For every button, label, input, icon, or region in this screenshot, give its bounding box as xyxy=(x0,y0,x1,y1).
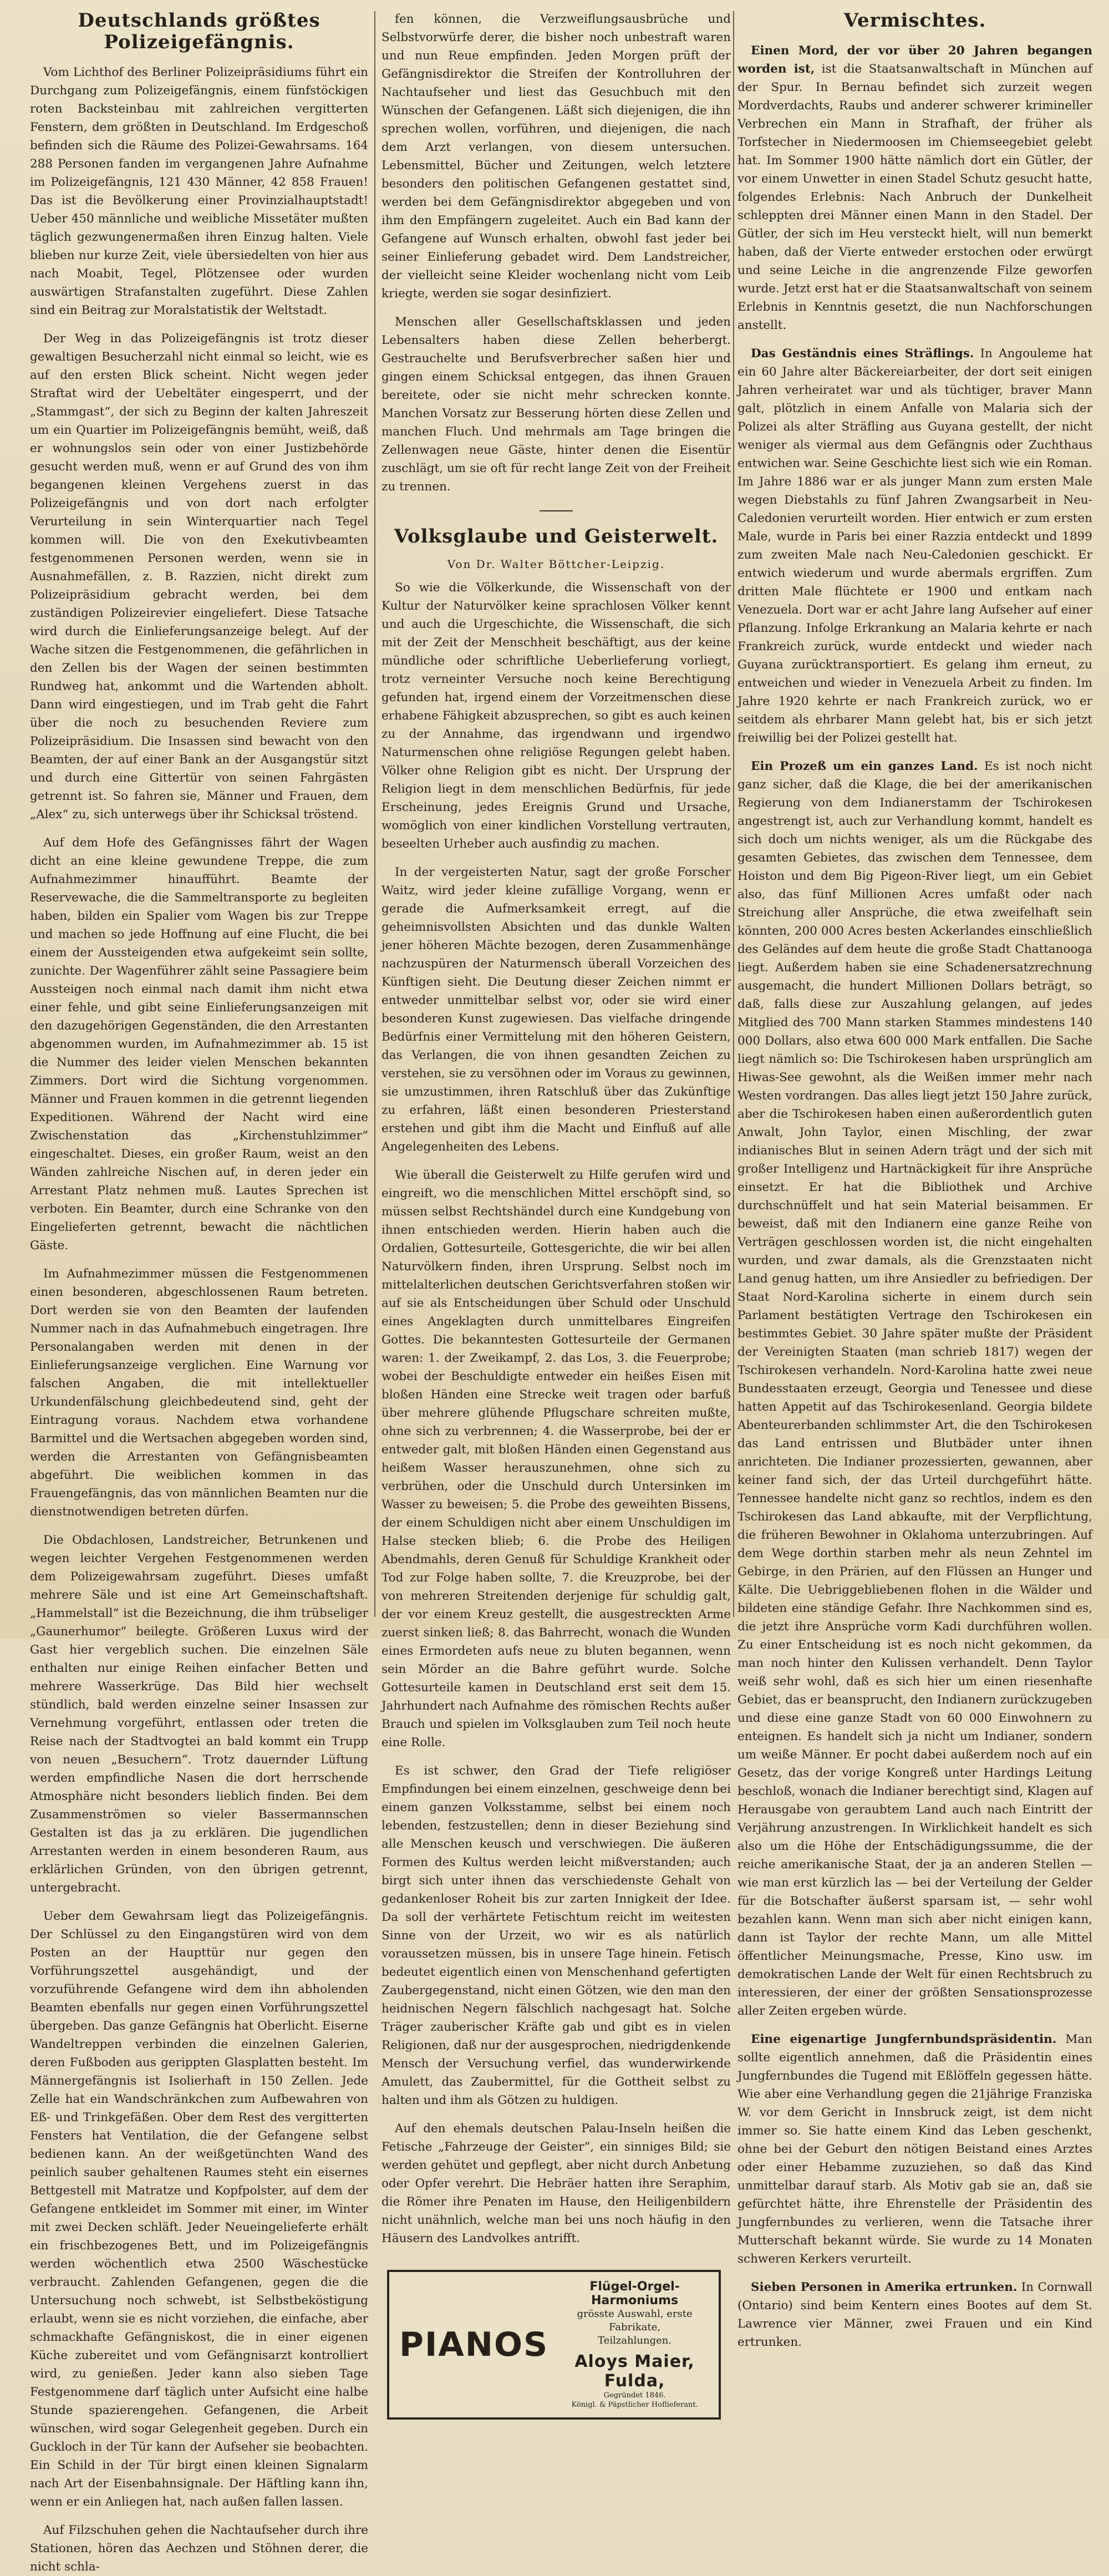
article-separator xyxy=(540,510,573,511)
column-middle xyxy=(381,10,731,2410)
article-paragraph: Im Aufnahmezimmer müssen die Festgenommenen einen besonderen, abgeschlossenen Raum betreten. Dort werden sie von den Beamten der laufenden Nummer nach in das Aufnahmebuch eingetragen. Ihre Personalangaben werden mit denen in der Einlieferungsanzeige verglichen. Eine Warnung vor falschen Angaben, die mit intellektueller Urkundenfälschung gleichbedeutend sind, geht der Eintragung voraus. Nachdem etwa vorhandene Barmittel und die Wertsachen abgegeben worden sind, werden die Arrestanten von Gefängnisbeamten abgeführt. Die weiblichen kommen in das Frauengefängnis, das von männlichen Beamten nur die dienstnotwendigen betreten dürfen. xyxy=(30,1267,368,1519)
article-paragraph: Menschen aller Gesellschaftsklassen und jeden Lebensalters haben diese Zellen beherbergt. Gestrauchelte und Berufsverbrecher saßen hier und gingen einem Schicksal entgegen, das ihnen Grauen bereitete, oder sie nicht mehr schrecken konnte. Manchen Vorsatz zur Besserung hörten diese Zellen und manchen Fluch. Und mehrmals am Tage bringen die Zellenwagen neue Gäste, hinter denen die Eisentür zuschlägt, um sie oft für recht lange Zeit von der Freiheit zu trennen. xyxy=(381,315,731,494)
news-item xyxy=(737,757,1092,2020)
section-headline: Vermischtes. xyxy=(843,9,986,32)
column-left xyxy=(30,9,368,2574)
article-paragraph: Die Obdachlosen, Landstreicher, Betrunkenen und wegen leichter Vergehen Festgenommenen werden dem Polizeigewahrsam zugeführt. Dieses umfaßt mehrere Säle und ist eine Art Gemeinschaftshaft. „Hammelstall“ ist die Bezeichnung, die ihm trübseliger „Gaunerhumor“ beilegte. Größeren Luxus wird der Gast hier vergeblich suchen. Die einzelnen Säle enthalten nur einige Reihen einfacher Betten und mehrere Wasserkrüge. Das Bild hier wechselt stündlich, bald werden einzelne seiner Insassen zur Vernehmung vorgeführt, entlassen oder treten die Reise nach der Stadtvogtei an bald kommt ein Trupp von neuen „Besuchern“. Trotz dauernder Lüftung werden empfindliche Nasen die dort herrschende Atmosphäre nicht besonders lieblich finden. Bei dem Zusammenströmen so vieler Bassermannschen Gestalten ist das ja zu erklären. Die jugendlichen Arrestanten werden in einem besonderen Raum, aus erklärlichen Gründen, von den übrigen getrennt, untergebracht. xyxy=(30,1533,368,1895)
article-paragraph: Auf Filzschuhen gehen die Nachtaufseher durch ihre Stationen, hören das Aechzen und Stöhnen derer, die nicht schla- xyxy=(30,2523,368,2574)
news-item xyxy=(737,344,1092,747)
article-paragraph: fen können, die Verzweiflungsausbrüche und Selbstvorwürfe derer, die bisher noch unbestraft waren und nun Reue empfinden. Jeden Morgen prüft der Gefängnisdirektor die Streifen der Kontrolluhren der Nachtaufseher und liest das Gesuchbuch mit den Wünschen der Gefangenen. Läßt sich diejenigen, die ihn sprechen wollen, vorführen, und diejenigen, die nach dem Arzt verlangen, von diesem untersuchen. Lebensmittel, Bücher und Zeitungen, welch letztere besonders den politischen Gefangenen gestattet sind, werden bei dem Gefängnisdirektor abgegeben und von ihm den Empfängern zugeleitet. Auch ein Bad kann der Gefangene auf Wunsch erhalten, obwohl fast jeder bei seiner Einlieferung gebadet wird. Dem Landstreicher, der vielleicht seine Kleider wochenlang nicht vom Leib kriegte, werden sie sogar desinfiziert. xyxy=(381,12,731,301)
news-item-lead: Sieben Personen in Amerika ertrunken. xyxy=(751,2280,1018,2295)
news-item-text: In Cornwall (Ontario) sind beim Kentern eines Bootes auf dem St. Lawrence vier Männer, zwei Frauen und ein Kind ertrunken. xyxy=(737,2280,1092,2350)
ad-body xyxy=(561,2280,709,2410)
article-byline: Von Dr. Walter Böttcher-Leipzig. xyxy=(447,557,665,571)
news-item-text: Man sollte eigentlich annehmen, daß die Präsidentin eines Jungfernbundes die Tugend mit Eßlöffeln gegessen hätte. Wie aber eine Verhandlung gegen die 21jährige Franziska W. vor dem Gericht in Innsbruck zeigt, ist dem nicht immer so. Sie hatte einem Kind das Leben geschenkt, ohne bei der Geburt den nötigen Beistand eines Arztes oder einer Hebamme zuzuziehen, so daß das Kind unmittelbar darauf starb. Als Motiv gab sie an, daß sie gefürchtet hätte, ihre Ehrenstelle der Präsidentin des Jungfernbundes zu verlieren, wenn die Tatsache ihrer Mutterschaft bekannt würde. Sie wurde zu 14 Monaten schweren Kerkers verurteilt. xyxy=(737,2032,1092,2266)
ad-line: grösste Auswahl, erste Fabrikate, xyxy=(577,2308,693,2334)
news-item-text: ist die Staatsanwaltschaft in München auf der Spur. In Bernau befindet sich zurzeit wegen Mordverdachts, Raubs und anderer schwerer krimineller Verbrechen ein Mann in Strafhaft, der früher als Torfstecher in Niedermoosen im Chiemseegebiet gelebt hat. Im Sommer 1900 hätte nämlich dort ein Gütler, der vor einem Unwetter in einen Stadel Schutz gesucht hatte, folgendes Erlebnis: Nach Anbruch der Dunkelheit schleppten drei Männer einen Mann in den Stadel. Der Gütler, der sich im Heu versteckt hielt, will nun bemerkt haben, daß der Vierte entweder erstochen oder erwürgt und seine Leiche in die angrenzende Filze geworfen wurde. Jetzt erst hat er die Staatsanwaltschaft von seinem Erlebnis in Kenntnis gesetzt, die nun Nachforschungen anstellt. xyxy=(737,62,1092,333)
ad-company: Aloys Maier, Fulda, xyxy=(574,2352,695,2391)
article-paragraph: Ueber dem Gewahrsam liegt das Polizeigefängnis. Der Schlüssel zu den Eingangstüren wird von dem Posten an der Haupttür nur gegen den Vorführungszettel ausgehändigt, und der vorzuführende Gefangene wird dem ihn abholenden Beamten ebenfalls nur gegen einen Vorführungszettel übergeben. Das ganze Gefängnis hat Oberlicht. Eiserne Wandeltreppen verbinden die einzelnen Galerien, deren Fußboden aus gerippten Glasplatten besteht. Im Männergefängnis ist Isolierhaft in 150 Zellen. Jede Zelle hat ein Wandschränkchen zum Aufbewahren von Eß- und Trinkgefäßen. Ober dem Rest des vergitterten Fensters hat Ventilation, die der Gefangene selbst bedienen kann. An der weißgetünchten Wand des peinlich sauber gehaltenen Raumes steht ein eisernes Bettgestell mit Matratze und Kopfpolster, auf dem der Gefangene entkleidet im Sommer mit einer, im Winter mit zwei Decken schläft. Jeder Neueingelieferte erhält ein frischbezogenes Bett, und im Polizeigefängnis werden wöchentlich etwa 2500 Wäschestücke verbraucht. Zahlenden Gefangenen, gegen die die Untersuchung noch schwebt, ist Selbstbeköstigung erlaubt, wenn sie es nicht vorziehen, die einfache, aber schmackhafte Gefängniskost, die in einer eigenen Küche zubereitet und vom Gefängnisarzt kontrolliert wird, zu genießen. Jeder kann also sieben Tage Festgenommene darf täglich unter Aufsicht eine halbe Stunde spazierengehen. Gefangenen, die Arbeit wünschen, wird sogar Gelegenheit gegeben. Durch ein Guckloch in der Tür kann der Aufseher sie beobachten. Ein Schild in der Tür birgt einen kleinen Signalarm nach Art der Eisenbahnsignale. Der Häftling kann ihn, wenn er ein Anliegen hat, nach außen fallen lassen. xyxy=(30,1909,368,2509)
news-item-lead: Ein Prozeß um ein ganzes Land. xyxy=(751,759,978,774)
news-item-text: Es ist noch nicht ganz sicher, daß die Klage, die bei der amerikanischen Regierung von dem Indianerstamm der Tschirokesen angestrengt ist, auch zur Verhandlung kommt, handelt es sich doch um nichts weniger, als um die Rückgabe des gesamten Gebietes, das zwischen dem Tennessee, dem Hoiston und dem Big Pigeon-River liegt, um ein Gebiet also, das fünf Millionen Acres umfaßt oder nach Streichung aller Ansprüche, die etwa zweifelhaft sein könnten, 200 000 Acres besten Ackerlandes einschließlich des Geländes auf dem heute die große Stadt Chattanooga liegt. Außerdem haben sie eine Schadenersatzrechnung ausgemacht, die hundert Millionen Dollars beträgt, so daß, falls diese zur Auszahlung gelangen, auf jedes Mitglied des 700 Mann starken Stammes mindestens 140 000 Dollars, also etwa 600 000 Mark entfallen. Die Sache liegt nämlich so: Die Tschirokesen haben ursprünglich am Hiwas-See gewohnt, als die Weißen immer mehr nach Westen vordrangen. Das alles liegt jetzt 150 Jahre zurück, aber die Tschirokesen haben einen außerordentlich guten Anwalt, John Taylor, einen Mischling, der zwar indianisches Blut in seinen Adern trägt und der sich mit großer Intelligenz und Hartnäckigkeit für ihre Ansprüche einsetzt. Er hat die Bibliothek und Archive durchschnüffelt und hat sein Material beisammen. Er beweist, daß mit den Indianern eine ganze Reihe von Verträgen geschlossen worden ist, die nicht eingehalten wurden, und zwar damals, als die Grenzstaaten nicht Land genug hatten, um ihre Ansiedler zu befriedigen. Der Staat Nord-Karolina sicherte in einem durch sein Parlament bestätigten Vertrage den Tschirokesen ein bestimmtes Gebiet. 30 Jahre später mußte der Präsident der Vereinigten Staaten (man schrieb 1817) wegen der Tschirokesen verhandeln. Nord-Karolina hatte zwei neue Bundesstaaten erzeugt, Georgia und Tenessee und diese hatten Appetit auf das Tschirokesenland. Georgia bildete Abenteurerbanden schlimmster Art, die den Tschirokesen das Land entrissen und Blutbäder unter ihnen anrichteten. Die Indianer prozessierten, gewannen, aber keiner fand sich, der das Urteil durchgeführt hätte. Tennessee handelte nicht ganz so rechtlos, indem es den Tschirokesen das Land abkaufte, mit der Verpflichtung, die früheren Bewohner in Oklahoma unterzubringen. Auf dem Wege dorthin starben mehr als neun Zehntel im Gebirge, in den Prärien, auf den Flüssen an Hunger und Kälte. Die Uebriggebliebenen flohen in die Wälder und bildeten eine ständige Gefahr. Ihre Nachkommen sind es, die jetzt ihre Ansprüche vorm Kadi durchführen wollen. Zu einer Entscheidung ist es noch nicht gekommen, da man noch hinter den Kulissen verhandelt. Denn Taylor weiß sehr wohl, daß es sich hier um einen riesenhafte Gebiet, das er beansprucht, den Indianern zurückzugeben und diese eine ganze Stadt von 60 000 Einwohnern zu enteignen. Es handelt sich ja nicht um Indianer, sondern um weiße Männer. Er pocht dabei außerdem noch auf ein Gesetz, das der vorige Kongreß unter Hardings Leitung beschloß, wonach die Indianer berechtigt sind, Klagen auf Herausgabe von geraubtem Land auch nach Eintritt der Verjährung anzustrengen. In Wirklichkeit handelt es sich also um die Höhe der Entschädigungssumme, die der reiche amerikanische Staat, der ja an anderen Stellen — wie man erst kürzlich las — bei der Verteilung der Gelder für die Botschafter äußerst sparsam ist, — sehr wohl bezahlen kann. Wenn man sich aber nicht einigen kann, dann ist Taylor der rechte Mann, um alle Mittel öffentlicher Meinungsmache, Presse, Kino usw. im demokratischen Lande der Welt für einen Rechtsbruch zu interessieren, der einer der größten Sensationsprozesse aller Zeiten ergeben würde. xyxy=(737,759,1092,2019)
ad-headline: Flügel-Orgel-Harmoniums xyxy=(589,2280,680,2308)
column-rule xyxy=(733,11,734,1617)
article-paragraph: Auf dem Hofe des Gefängnisses fährt der Wagen dicht an eine kleine gewundene Treppe, die zum Aufnahmezimmer hinaufführt. Beamte der Reservewache, die die Sammeltransporte zu begleiten haben, bilden ein Spalier vom Wagen bis zur Treppe und machen so jede Hoffnung auf eine Flucht, die bei einem der Aussteigenden etwa aufgekeimt sein sollte, zunichte. Der Wagenführer zählt seine Passagiere beim Aussteigen noch einmal nach damit ihm nicht etwa einer fehle, und gibt seine Einlieferungsanzeigen mit den dazugehörigen Gegenständen, die den Arrestanten abgenommen wurden, im Aufnahmezimmer ab. 15 ist die Nummer des leider vielen Menschen bekannten Zimmers. Dort wird die Sichtung vorgenommen. Männer und Frauen kommen in die getrennt liegenden Expeditionen. Während der Nacht wird eine Zwischenstation das „Kirchenstuhlzimmer“ eingeschaltet. Dieses, ein großer Raum, weist an den Wänden zahlreiche Nischen auf, in deren jeder ein Arrestant Platz nehmen muß. Lautes Sprechen ist verboten. Ein Beamter, durch eine Schranke von den Eingelieferten getrennt, bewacht die nächtlichen Gäste. xyxy=(30,836,368,1253)
article-headline: Volksglaube und Geisterwelt. xyxy=(394,525,719,547)
news-item xyxy=(737,42,1092,334)
column-right xyxy=(737,9,1092,2350)
article-paragraph: So wie die Völkerkunde, die Wissenschaft von der Kultur der Naturvölker keine sprachlosen Völker kennt und auch die Urgeschichte, die Wissenschaft, die sich mit der Zeit der Menschheit beschäftigt, aus der keine mündliche oder schriftliche Ueberlieferung vorliegt, trotz verneinter Versuche noch keine Berechtigung gefunden hat, irgend einem der Vorzeitmenschen diese erhabene Fähigkeit abzusprechen, so gibt es auch keinen zu der Annahme, das irgendwann und irgendwo Naturmenschen ohne religiöse Regungen gelebt haben. Völker ohne Religion gibt es nicht. Der Ursprung der Religion liegt in dem menschlichen Bedürfnis, für jede Erscheinung, jedes Ereignis Grund und Ursache, womöglich von einer kindlichen Vorstellung vertrauten, beseelten Urheber auch ausfindig zu machen. xyxy=(381,581,731,851)
article-paragraph: In der vergeisterten Natur, sagt der große Forscher Waitz, wird jeder kleine zufällige Vorgang, wenn er gerade die Aufmerksamkeit erregt, auf die geheimnisvollsten Absichten und das dunkle Walten jener höheren Mächte bezogen, deren Zusammenhänge nachzuspüren der Naturmensch überall Vorzeichen des Künftigen sieht. Die Deutung dieser Zeichen nimmt er entweder unmittelbar selbst vor, oder sie wird einer besonderen Kunst zugewiesen. Das vielfache dringende Bedürfnis einer Vermittelung mit den höheren Geistern, das Verlangen, die von ihnen gesandten Zeichen zu verstehen, sie zu versöhnen oder im Voraus zu gewinnen, sie umzustimmen, ihren Ratschluß über das Zukünftige zu erfahren, läßt einen besonderen Priesterstand erstehen und gibt ihm die Macht und Einfluß auf alle Angelegenheiten des Lebens. xyxy=(381,865,731,1154)
news-item-lead: Das Geständnis eines Sträflings. xyxy=(751,347,974,361)
news-item xyxy=(737,2278,1092,2351)
ad-founded: Gegründet 1846. xyxy=(603,2391,666,2400)
ad-court-supplier: Königl. & Päpstlicher Hoflieferant. xyxy=(571,2401,698,2410)
piano-advertisement xyxy=(387,2270,721,2420)
ad-brand: PIANOS xyxy=(399,2325,549,2365)
article-headline: Deutschlands größtes Polizeigefängnis. xyxy=(78,9,321,54)
ad-line: Teilzahlungen. xyxy=(598,2335,672,2347)
article-paragraph: Vom Lichthof des Berliner Polizeipräsidiums führt ein Durchgang zum Polizeigefängnis, einem fünfstöckigen roten Backsteinbau mit zahlreichen vergitterten Fenstern, dem größten in Deutschland. Im Erdgeschoß befinden sich die Räume des Polizei-Gewahrsams. 164 288 Personen fanden im vergangenen Jahre Aufnahme im Polizeigefängnis, 121 430 Männer, 42 858 Frauen! Das ist die Bevölkerung einer Provinzialhauptstadt! Ueber 450 männliche und weibliche Missetäter mußten täglich gezwungenermaßen ihren Einzug halten. Viele blieben nur kurze Zeit, viele übersiedelten von hier aus nach Moabit, Tegel, Plötzensee oder wurden auswärtigen Strafanstalten zugeführt. Diese Zahlen sind ein Beitrag zur Moralstatistik der Weltstadt. xyxy=(30,65,368,318)
article-paragraph: Auf den ehemals deutschen Palau-Inseln heißen die Fetische „Fahrzeuge der Geister“, ein sinniges Bild; sie werden gehütet und gepflegt, aber nicht durch Anbetung oder Opfer verehrt. Die Hebräer hatten ihre Seraphim, die Römer ihre Penaten im Hause, den Heiligenbildern nicht unähnlich, welche man bei uns noch häufig in den Häusern des Landvolkes antrifft. xyxy=(381,2122,731,2246)
news-item xyxy=(737,2030,1092,2268)
news-item-lead: Einen Mord, der vor über 20 Jahren begangen worden ist, xyxy=(737,44,1092,77)
news-item-text: In Angouleme hat ein 60 Jahre alter Bäckereiarbeiter, der dort seit einigen Jahren verheiratet war und als tüchtiger, braver Mann galt, plötzlich in einem Anfalle von Malaria sich der Polizei als alter Sträfling aus Guyana gestellt, der nicht weniger als viermal aus dem Gefängnis oder Zuchthaus entwichen war. Seine Geschichte liest sich wie ein Roman. Im Jahre 1886 war er als junger Mann zum ersten Male wegen Diebstahls zu fünf Jahren Zwangsarbeit in Neu-Caledonien verurteilt worden. Hier entwich er zum ersten Male, wurde in Paris bei einer Razzia entdeckt und 1899 zum zweiten Male nach Neu-Caledonien geschickt. Er entwich wiederum und wurde abermals ergriffen. Zum dritten Male flüchtete er 1900 und entkam nach Venezuela. Dort war er acht Jahre lang Aufseher auf einer Pflanzung. Infolge Erkrankung an Malaria kehrte er nach Frankreich zurück, wurde entdeckt und wieder nach Guyana zurücktransportiert. Es gelang ihm erneut, zu entweichen und wieder in Venezuela Arbeit zu finden. Im Jahre 1920 kehrte er nach Frankreich zurück, wo er seitdem als ehrbarer Mann gelebt hat, bis er sich jetzt freiwillig bei der Polizei gestellt hat. xyxy=(737,347,1092,746)
article-paragraph: Wie überall die Geisterwelt zu Hilfe gerufen wird und eingreift, wo die menschlichen Mittel erschöpft sind, so müssen selbst Rechtshändel durch eine Kundgebung von ihnen entschieden werden. Hierin haben auch die Ordalien, Gottesurteile, Gottesgerichte, die wir bei allen Naturvölkern finden, ihren Ursprung. Selbst noch im mittelalterlichen deutschen Gerichtsverfahren stoßen wir auf sie als Entscheidungen über Schuld oder Unschuld eines Angeklagten durch unmittelbares Eingreifen Gottes. Die bekanntesten Gottesurteile der Germanen waren: 1. der Zweikampf, 2. das Los, 3. die Feuerprobe; wobei der Beschuldigte entweder ein heißes Eisen mit bloßen Händen eine Strecke weit tragen oder barfuß über mehrere glühende Pflugschare schreiten mußte, ohne sich zu verbrennen; 4. die Wasserprobe, bei der er entweder galt, mit bloßen Händen einen Gegenstand aus heißem Wasser herauszunehmen, ohne sich zu verbrühen, oder die Unschuld durch Untersinken im Wasser zu beweisen; 5. die Probe des geweihten Bissens, der einem Schuldigen nicht aber einem Unschuldigen im Halse stecken blieb; 6. die Probe des Heiligen Abendmahls, deren Genuß für Schuldige Krankheit oder Tod zur Folge haben sollte, 7. die Kreuzprobe, bei der von mehreren Streitenden derjenige für schuldig galt, der vor einem Kreuz gestellt, die ausgestreckten Arme zuerst sinken ließ; 8. das Bahrrecht, wonach die Wunden eines Ermordeten aufs neue zu bluten begannen, wenn sein Mörder an die Bahre geführt wurde. Solche Gottesurteile kamen in Deutschland erst seit dem 15. Jahrhundert nach Aufnahme des römischen Rechts außer Brauch und spielen im Volksglauben zum Teil noch heute eine Rolle. xyxy=(381,1168,731,1750)
article-paragraph: Es ist schwer, den Grad der Tiefe religiöser Empfindungen bei einem einzelnen, geschweige denn bei einem ganzen Volksstamme, selbst bei einem noch lebenden, festzustellen; denn in dieser Beziehung sind alle Menschen keusch und verschwiegen. Die äußeren Formen des Kultus werden leicht mißverstanden; auch birgt sich unter ihnen das verschiedenste Gehalt von gedankenloser Roheit bis zur zarten Innigkeit der Idee. Da soll der verhärtete Fetischtum reicht im weitesten Sinne von der Urzeit, wo wir es als natürlich voraussetzen müssen, bis in unsere Tage hinein. Fetisch bedeutet eigentlich einen von Menschenhand gefertigten Zaubergegenstand, nicht einen Götzen, wie den man den heidnischen Negern fälschlich nachgesagt hat. Solche Träger zauberischer Kräfte gab und gibt es in vielen Religionen, daß nur der ausgesprochen, niedrigdenkende Mensch der Versuchung verfiel, das wunderwirkende Amulett, das Zaubermittel, für die Gottheit selbst zu halten und ihm als Götzen zu huldigen. xyxy=(381,1764,731,2108)
article-paragraph: Der Weg in das Polizeigefängnis ist trotz dieser gewaltigen Besucherzahl nicht einmal so leicht, wie es auf den ersten Blick scheint. Nicht wegen jeder Straftat wird der Uebeltäter eingesperrt, und der „Stammgast“, der sich zu Beginn der kalten Jahreszeit um ein Quartier im Polizeigefängnis bemüht, weiß, daß er wohnungslos sein oder von einer Justizbehörde gesucht werden muß, wenn er auf Grund des von ihm begangenen kleinen Vergehens zuerst in das Polizeigefängnis und von dort nach erfolgter Verurteilung in sein Winterquartier nach Tegel kommen will. Die von den Exekutivbeamten festgenommenen Personen werden, wenn sie in Ausnahmefällen, z. B. Razzien, nicht direkt zum Polizeipräsidium gebracht werden, bei dem zuständigen Polizeirevier eingeliefert. Diese Tatsache wird durch die Einlieferungsanzeige belegt. Auf der Wache sitzen die Festgenommenen, die gefährlichen in den Zellen bis der Wagen der seinen bestimmten Rundweg hat, ankommt und die Wartenden abholt. Dann wird eingestiegen, und im Trab geht die Fahrt über die noch zu besuchenden Reviere zum Polizeipräsidium. Die Insassen sind bewacht von den Beamten, der auf einer Bank an der Ausgangstür sitzt und durch eine Gittertür von seinen Fahrgästen getrennt ist. So fahren sie, Männer und Frauen, dem „Alex“ zu, sich unterwegs über ihr Schicksal tröstend. xyxy=(30,332,368,822)
column-rule xyxy=(374,11,375,1617)
news-item-lead: Eine eigenartige Jungfernbundspräsidentin. xyxy=(751,2032,1057,2047)
